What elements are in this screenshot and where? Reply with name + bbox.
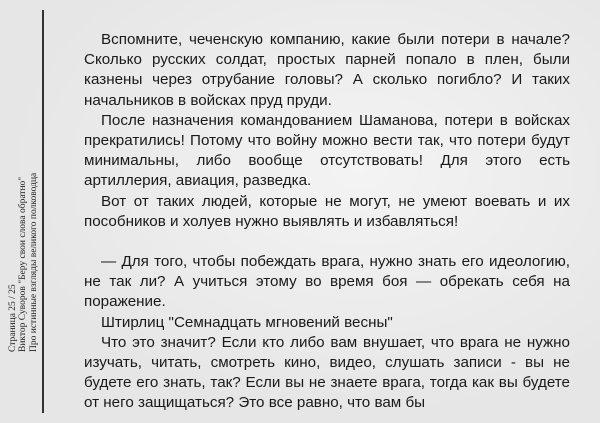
book-subtitle: Про истинные взгляды великого полководца bbox=[29, 172, 39, 352]
paragraph-3: Вот от таких людей, которые не могут, не умеют воевать и их пособников и холуев нужно выявлять и избавляться! bbox=[84, 192, 570, 230]
paragraph-2: После назначения командованием Шаманова, потери в войсках прекратились! Потому что войну можно вести так, что потери будут минимальны, либо вообще отсутствовать! Для этого есть артиллерия, авиация, разведка. bbox=[84, 111, 570, 190]
page-sidebar bbox=[0, 0, 40, 423]
quote-text: — Для того, чтобы побеждать врага, нужно знать его идеологию, не так ли? А учиться этому во время боя — обрекать себя на поражение. bbox=[84, 253, 570, 311]
book-title: Виктор Суворов "Беру свои слова обратно" bbox=[18, 176, 28, 352]
margin-rule bbox=[42, 10, 44, 413]
paragraph-final: Что это значит? Если кто либо вам внушает, что врага не нужно изучать, читать, смотреть кино, видео, слушать записи - вы не будете его знать, так? Если вы не знаете врага, тогда как вы будете от него защищаться? Это все равно, что вам бы bbox=[84, 333, 570, 412]
page-number: Страница 25 / 25 bbox=[8, 284, 18, 352]
document-body bbox=[84, 30, 570, 414]
paragraph-gap bbox=[84, 232, 570, 252]
quote-source: Штирлиц "Семнадцать мгновений весны" bbox=[101, 313, 393, 331]
paragraph-1: Вспомните, чеченскую компанию, какие были потери в начале? Сколько русских солдат, простых парней попало в плен, были казнены через отрубание головы? А сколько погибло? И таких начальников в войсках пруд пруди. bbox=[84, 31, 570, 109]
